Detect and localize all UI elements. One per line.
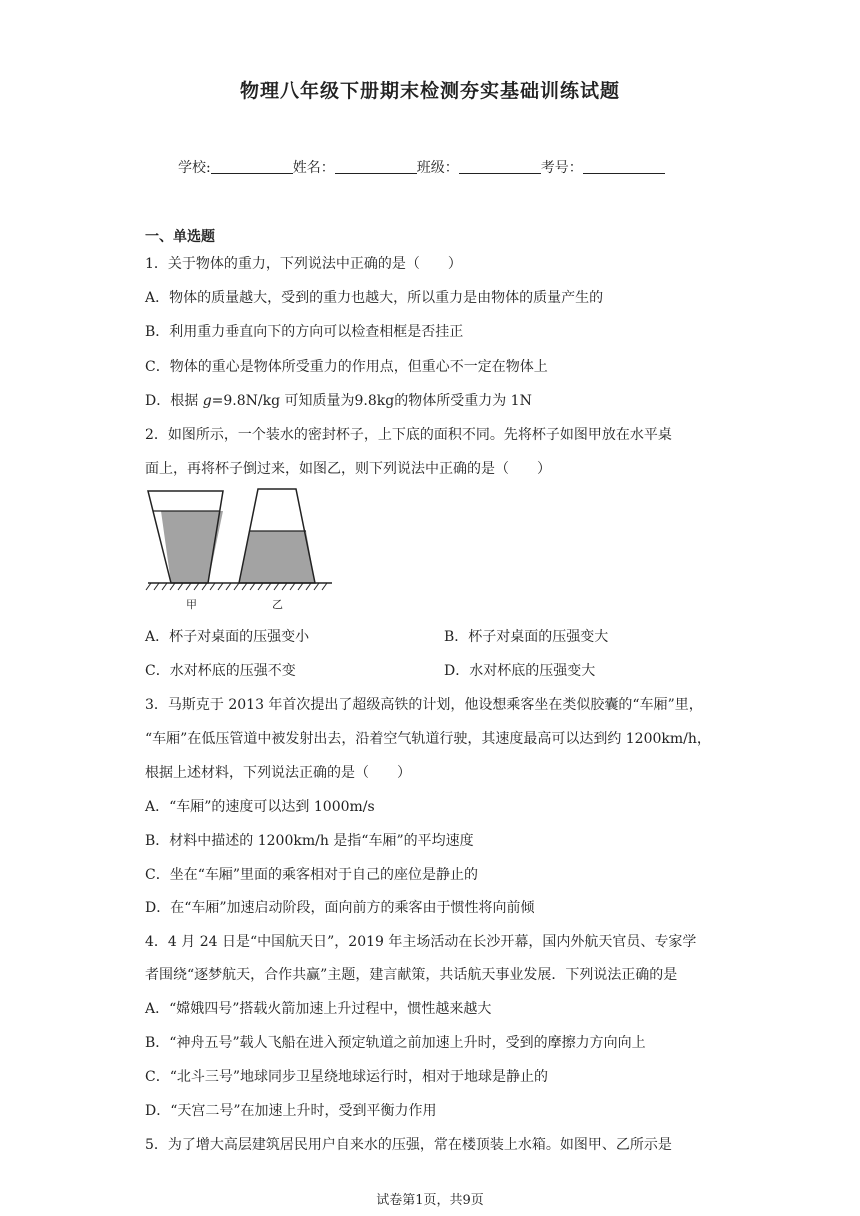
q4-option-c: C．“北斗三号”地球同步卫星绕地球运行时，相对于地球是静止的 [145,1069,549,1085]
exam-number-label: 考号： [540,160,583,176]
q1-d-variable: g [202,393,212,409]
cup-yi-water [239,531,315,583]
q3-option-a: A．“车厢”的速度可以达到 1000m/s [145,799,375,815]
q3-stem-line1: 3．马斯克于 2013 年首次提出了超级高铁的计划，他设想乘客坐在类似胶囊的“车厢”里， [145,697,703,713]
q2-stem-line1: 2．如图所示，一个装水的密封杯子，上下底的面积不同。先将杯子如图甲放在水平桌 [145,427,672,443]
table-hatching [146,583,327,590]
school-label: 学校: [178,160,211,176]
q4-option-d: D．“天宫二号”在加速上升时，受到平衡力作用 [145,1103,437,1119]
q1-stem: 1．关于物体的重力，下列说法中正确的是（ ） [145,256,462,272]
page-footer: 试卷第1页，共9页 [376,1193,484,1208]
q4-option-a: A．“嫦娥四号”搭载火箭加速上升过程中，惯性越来越大 [145,1001,492,1017]
q4-option-b: B．“神舟五号”载人飞船在进入预定轨道之前加速上升时，受到的摩擦力方向向上 [145,1035,646,1051]
cup-yi [239,489,315,583]
q3-option-b: B．材料中描述的 1200km/h 是指“车厢”的平均速度 [145,833,474,849]
q1-option-d [145,390,532,410]
q1-option-c: C．物体的重心是物体所受重力的作用点，但重心不一定在物体上 [145,359,548,375]
q3-option-c: C．坐在“车厢”里面的乘客相对于自己的座位是静止的 [145,867,479,883]
label-jia: 甲 [186,598,197,611]
q3-option-d: D．在“车厢”加速启动阶段，面向前方的乘客由于惯性将向前倾 [145,900,535,916]
q5-stem-line1: 5．为了增大高层建筑居民用户自来水的压强，常在楼顶装上水箱。如图甲、乙所示是 [145,1137,672,1153]
q1-option-a: A．物体的质量越大，受到的重力也越大，所以重力是由物体的质量产生的 [145,290,604,306]
name-label: 姓名： [292,160,335,176]
cup-figure [145,484,335,612]
class-label: 班级： [416,160,459,176]
label-yi: 乙 [272,598,283,611]
q3-stem-line2: “车厢”在低压管道中被发射出去，沿着空气轨道行驶，其速度最高可以达到约 1200km/h， [145,731,711,747]
page-title: 物理八年级下册期末检测夯实基础训练试题 [239,80,620,102]
q3-stem-line3: 根据上述材料，下列说法正确的是（ ） [145,765,411,781]
section-heading: 一、单选题 [145,229,215,245]
q2-option-c: C．水对杯底的压强不变 [145,663,296,679]
cup-jia [148,491,223,583]
q4-stem-line1: 4．4 月 24 日是“中国航天日”，2019 年主场活动在长沙开幕，国内外航天官员、专家学 [145,934,697,950]
q1-d-suffix: =9.8N/kg 可知质量为9.8kg的物体所受重力为 1N [211,393,532,409]
q2-stem-line2: 面上，再将杯子倒过来，如图乙，则下列说法中正确的是（ ） [145,461,551,477]
student-info-row [178,157,665,177]
school-blank[interactable] [211,159,293,174]
q1-option-b: B．利用重力垂直向下的方向可以检查相框是否挂正 [145,324,464,340]
name-blank[interactable] [335,159,417,174]
q4-stem-line2: 者围绕“逐梦航天，合作共赢”主题，建言献策，共话航天事业发展．下列说法正确的是 [145,967,678,983]
q2-option-b: B．杯子对桌面的压强变大 [444,629,609,645]
q2-option-d: D．水对杯底的压强变大 [444,663,596,679]
q2-option-a: A．杯子对桌面的压强变小 [145,629,310,645]
class-blank[interactable] [459,159,541,174]
exam-number-blank[interactable] [583,159,665,174]
q1-d-prefix: D．根据 [145,393,203,409]
